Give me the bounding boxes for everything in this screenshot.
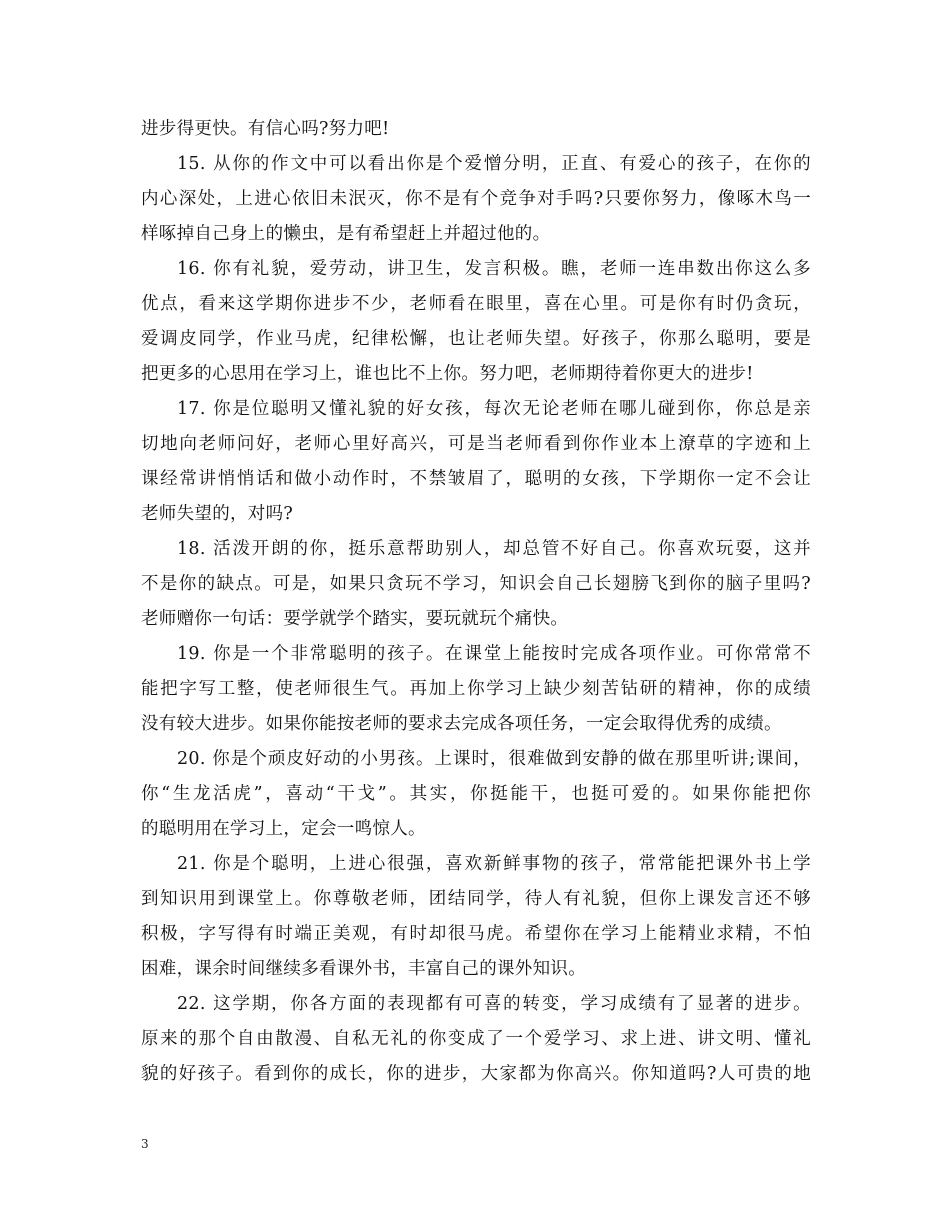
text-line: 切地向老师问好，老师心里好高兴，可是当老师看到你作业本上潦草的字迹和上 bbox=[141, 434, 811, 454]
text-line: 积极，字写得有时端正美观，有时却很马虎。希望你在学习上能精业求精，不怕 bbox=[141, 924, 811, 944]
text-line: 原来的那个自由散漫、自私无礼的你变成了一个爱学习、求上进、讲文明、懂礼 bbox=[141, 1029, 811, 1049]
text-line: 的聪明用在学习上，定会一鸣惊人。 bbox=[141, 819, 426, 839]
text-line: 没有较大进步。如果你能按老师的要求去完成各项任务，一定会取得优秀的成绩。 bbox=[141, 714, 782, 734]
paragraph-20-line-1: 20. 你是个顽皮好动的小男孩。上课时，很难做到安静的做在那里听讲;课间， bbox=[177, 749, 811, 769]
paragraph-22-line-1: 22. 这学期，你各方面的表现都有可喜的转变，学习成绩有了显著的进步。 bbox=[177, 994, 811, 1014]
text-line: 内心深处，上进心依旧未泯灭，你不是有个竞争对手吗?只要你努力，像啄木鸟一 bbox=[141, 189, 811, 209]
text-line: 爱调皮同学，作业马虎，纪律松懈，也让老师失望。好孩子，你那么聪明，要是 bbox=[141, 329, 811, 349]
text-line: 进步得更快。有信心吗?努力吧! bbox=[141, 119, 390, 139]
text-line: 优点，看来这学期你进步不少，老师看在眼里，喜在心里。可是你有时仍贪玩， bbox=[141, 294, 811, 314]
paragraph-19-line-1: 19. 你是一个非常聪明的孩子。在课堂上能按时完成各项作业。可你常常不 bbox=[177, 644, 811, 664]
paragraph-21-line-1: 21. 你是个聪明，上进心很强，喜欢新鲜事物的孩子，常常能把课外书上学 bbox=[177, 854, 811, 874]
text-line: 不是你的缺点。可是，如果只贪玩不学习，知识会自己长翅膀飞到你的脑子里吗? bbox=[141, 574, 811, 594]
text-line: 老师失望的，对吗? bbox=[141, 504, 294, 524]
text-line: 把更多的心思用在学习上，谁也比不上你。努力吧，老师期待着你更大的进步! bbox=[141, 364, 754, 384]
text-line: 能把字写工整，使老师很生气。再加上你学习上缺少刻苦钻研的精神，你的成绩 bbox=[141, 679, 811, 699]
text-line: 样啄掉自己身上的懒虫，是有希望赶上并超过他的。 bbox=[141, 224, 551, 244]
text-line: 你“生龙活虎”，喜动“干戈”。其实，你挺能干，也挺可爱的。如果你能把你 bbox=[141, 784, 811, 804]
paragraph-15-line-1: 15. 从你的作文中可以看出你是个爱憎分明，正直、有爱心的孩子，在你的 bbox=[177, 154, 811, 174]
text-line: 貌的好孩子。看到你的成长，你的进步，大家都为你高兴。你知道吗?人可贵的地 bbox=[141, 1064, 811, 1084]
text-line: 困难，课余时间继续多看课外书，丰富自己的课外知识。 bbox=[141, 959, 586, 979]
paragraph-16-line-1: 16. 你有礼貌，爱劳动，讲卫生，发言积极。瞧，老师一连串数出你这么多 bbox=[177, 259, 811, 279]
text-line: 到知识用到课堂上。你尊敬老师，团结同学，待人有礼貌，但你上课发言还不够 bbox=[141, 889, 811, 909]
text-line: 老师赠你一句话：要学就学个踏实，要玩就玩个痛快。 bbox=[141, 609, 569, 629]
paragraph-17-line-1: 17. 你是位聪明又懂礼貌的好女孩，每次无论老师在哪儿碰到你，你总是亲 bbox=[177, 399, 811, 419]
page-number: 3 bbox=[141, 1137, 149, 1151]
text-line: 课经常讲悄悄话和做小动作时，不禁皱眉了，聪明的女孩，下学期你一定不会让 bbox=[141, 469, 811, 489]
paragraph-18-line-1: 18. 活泼开朗的你，挺乐意帮助别人，却总管不好自己。你喜欢玩耍，这并 bbox=[177, 539, 811, 559]
